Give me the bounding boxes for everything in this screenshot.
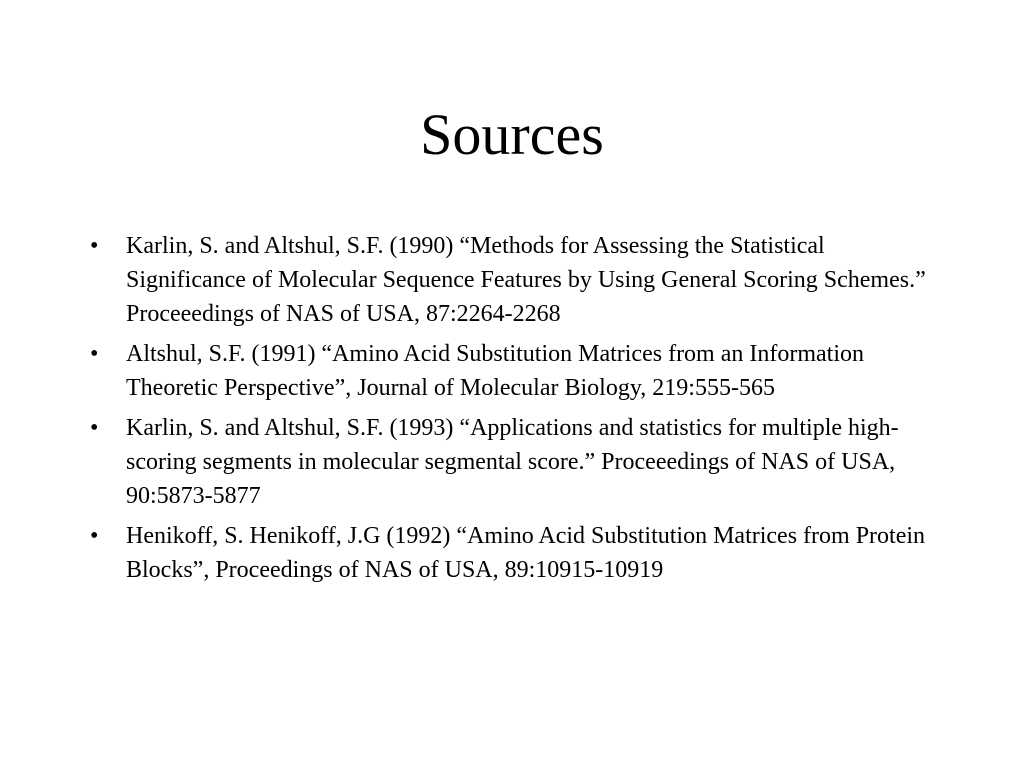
bullet-icon: • xyxy=(90,233,99,259)
source-text: Altshul, S.F. (1991) “Amino Acid Substitution Matrices from an Information Theoretic Perspective”, Journal of Molecular Biology, 219:555-565 xyxy=(126,341,865,401)
source-item xyxy=(90,337,940,405)
source-item xyxy=(90,519,940,587)
bullet-icon: • xyxy=(90,415,99,441)
source-item xyxy=(90,229,940,331)
sources-list xyxy=(90,229,940,593)
source-text: Henikoff, S. Henikoff, J.G (1992) “Amino Acid Substitution Matrices from Protein Blocks”, Proceedings of NAS of USA, 89:10915-10919 xyxy=(126,523,926,583)
bullet-icon: • xyxy=(90,341,99,367)
source-text: Karlin, S. and Altshul, S.F. (1990) “Methods for Assessing the Statistical Significance of Molecular Sequence Features by Using General Scoring Schemes.” Proceeedings of NAS of USA, 87:2264-2268 xyxy=(126,233,926,327)
slide-title: Sources xyxy=(420,102,604,167)
bullet-icon: • xyxy=(90,523,99,549)
source-item xyxy=(90,411,940,513)
source-text: Karlin, S. and Altshul, S.F. (1993) “Applications and statistics for multiple high-scoring segments in molecular segmental score.” Proceeedings of NAS of USA, 90:5873-5877 xyxy=(126,415,899,509)
